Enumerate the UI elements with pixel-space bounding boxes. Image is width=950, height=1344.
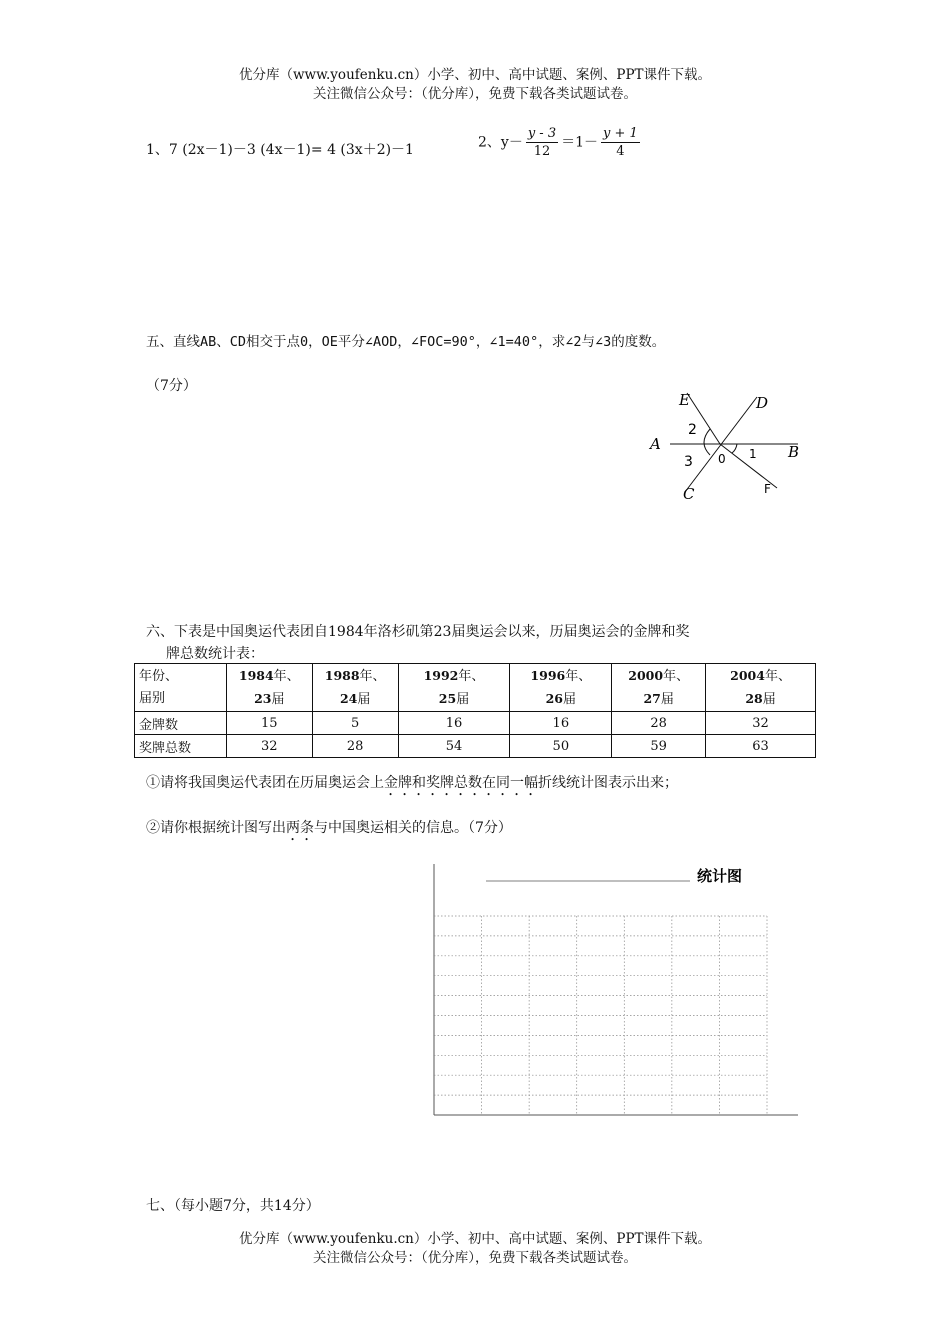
task-2-text: ②请你根据统计图写出 xyxy=(146,820,286,836)
table-cell: 16 xyxy=(510,712,612,735)
table-cell: 63 xyxy=(706,735,816,758)
table-cell: 50 xyxy=(510,735,612,758)
year-suffix: 年、 xyxy=(458,668,485,684)
table-header-cell xyxy=(612,664,706,712)
label-d: D xyxy=(756,394,769,412)
task-1-text: ①请将我国奥运代表团在历届奥运会上 xyxy=(146,775,384,791)
year: 1992 xyxy=(423,667,459,683)
session-suffix: 届 xyxy=(456,691,470,707)
olympic-medal-table xyxy=(134,663,816,758)
fraction-1-numerator: y - 3 xyxy=(527,126,557,141)
equation-2 xyxy=(478,126,643,159)
year-suffix: 年、 xyxy=(359,668,386,684)
year-suffix: 年、 xyxy=(273,668,300,684)
year-suffix: 年、 xyxy=(764,668,791,684)
label-b: B xyxy=(788,443,800,461)
table-cell: 15 xyxy=(226,712,312,735)
q5-text: 五、直线AB、CD相交于点0，OE平分∠AOD，∠FOC=90°，∠1=40°，求∠2与∠3的度数。 xyxy=(146,334,666,350)
fraction-1-denominator: 12 xyxy=(533,144,551,159)
session: 24 xyxy=(339,690,358,706)
table-row-gold xyxy=(135,712,816,735)
chart-gridlines xyxy=(434,916,767,1115)
year: 1996 xyxy=(530,667,566,683)
task-1-text-end: 折线统计图表示出来； xyxy=(538,775,678,791)
q6-task-1 xyxy=(146,772,678,799)
fraction-1 xyxy=(526,126,558,159)
session-suffix: 届 xyxy=(660,691,674,707)
q6-line-1: 六、下表是中国奥运代表团自1984年洛杉矶第23届奥运会以来，历届奥运会的金牌和奖 xyxy=(146,624,690,640)
equation-1: 1、7 (2x－1)－3 (4x－1)= 4 (3x＋2)－1 xyxy=(146,142,414,158)
label-f: F xyxy=(764,482,771,496)
session: 23 xyxy=(254,690,272,706)
label-a: A xyxy=(650,435,661,453)
year-suffix: 年、 xyxy=(663,668,690,684)
table-header-cell xyxy=(510,664,612,712)
footer-line-2: 关注微信公众号：（优分库），免费下载各类试题试卷。 xyxy=(313,1250,637,1266)
footer-line-1: 优分库（www.youfenku.cn）小学、初中、高中试题、案例、PPT课件下载。 xyxy=(238,1231,712,1247)
angle-arc-1 xyxy=(732,444,737,453)
table-header-cell xyxy=(706,664,816,712)
fraction-2-numerator: y + 1 xyxy=(603,126,638,141)
table-cell: 32 xyxy=(706,712,816,735)
label-o: 0 xyxy=(718,452,726,466)
table-cell: 16 xyxy=(398,712,510,735)
year: 1988 xyxy=(324,667,360,683)
label-angle-3: 3 xyxy=(684,454,693,470)
session: 27 xyxy=(643,690,661,706)
row-label: 金牌数 xyxy=(135,712,227,735)
year: 2004 xyxy=(730,667,765,683)
equation-2-middle: ＝1－ xyxy=(561,134,599,151)
equation-2-prefix: 2、y－ xyxy=(478,134,523,151)
task-2-emphasis: 两条 xyxy=(286,820,314,836)
session: 25 xyxy=(438,690,457,706)
q6-task-2 xyxy=(146,817,512,844)
year: 2000 xyxy=(628,667,664,683)
blank-chart-grid xyxy=(420,858,810,1123)
header-line-1: 优分库（www.youfenku.cn）小学、初中、高中试题、案例、PPT课件下载。 xyxy=(238,67,712,83)
session: 28 xyxy=(745,690,763,706)
corner-top-label: 年份、 xyxy=(139,668,179,684)
session-suffix: 届 xyxy=(357,691,371,707)
table-cell: 54 xyxy=(398,735,510,758)
table-header-cell xyxy=(312,664,398,712)
table-corner-cell xyxy=(135,664,227,712)
task-1-emphasis: 金牌和奖牌总数在同一幅 xyxy=(384,775,538,791)
year: 1984 xyxy=(238,667,274,683)
table-cell: 5 xyxy=(312,712,398,735)
label-c: C xyxy=(683,485,695,503)
table-cell: 28 xyxy=(612,712,706,735)
q7-text: 七、（每小题7分，共14分） xyxy=(146,1198,320,1214)
table-header-cell xyxy=(226,664,312,712)
year-suffix: 年、 xyxy=(565,668,592,684)
table-header-cell xyxy=(398,664,510,712)
header-line-2: 关注微信公众号：（优分库），免费下载各类试题试卷。 xyxy=(313,86,637,102)
label-e: E xyxy=(679,391,690,409)
fraction-2-denominator: 4 xyxy=(616,144,625,159)
task-2-text-end: 与中国奥运相关的信息。（7分） xyxy=(314,820,512,836)
label-angle-2: 2 xyxy=(688,422,697,438)
label-angle-1: 1 xyxy=(749,447,757,461)
session: 26 xyxy=(545,690,564,706)
q5-score: （7分） xyxy=(146,378,197,394)
table-header-row xyxy=(135,664,816,712)
corner-bottom-label: 届别 xyxy=(139,690,166,706)
session-suffix: 届 xyxy=(563,691,577,707)
row-label: 奖牌总数 xyxy=(135,735,227,758)
session-suffix: 届 xyxy=(271,691,285,707)
table-cell: 28 xyxy=(312,735,398,758)
angle-arc-2-3 xyxy=(704,429,710,455)
table-cell: 32 xyxy=(226,735,312,758)
session-suffix: 届 xyxy=(762,691,776,707)
table-cell: 59 xyxy=(612,735,706,758)
fraction-2 xyxy=(601,126,640,159)
q6-line-2: 牌总数统计表： xyxy=(166,646,264,662)
table-row-total xyxy=(135,735,816,758)
chart-title: 统计图 xyxy=(697,867,743,885)
angle-diagram xyxy=(640,385,815,510)
